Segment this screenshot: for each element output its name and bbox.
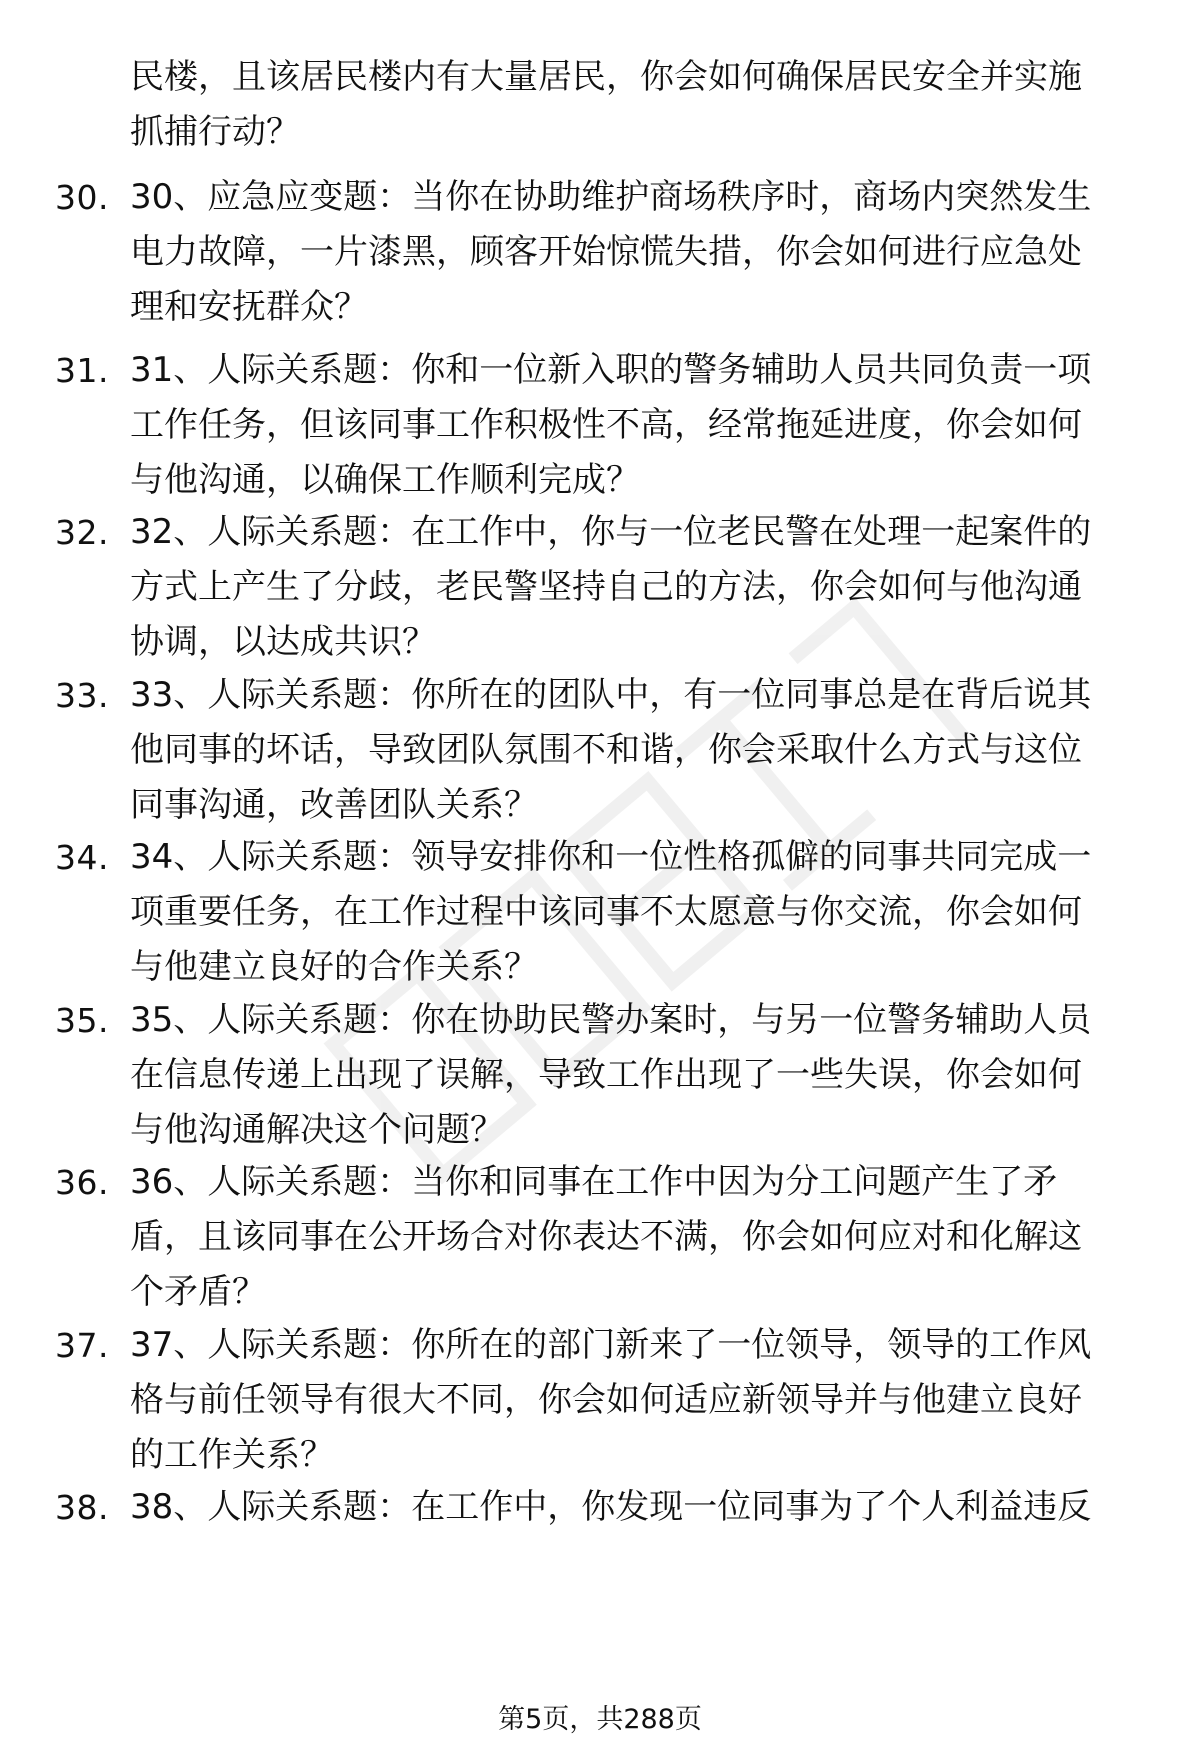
list-number: 32. bbox=[55, 513, 109, 552]
text-line: 38、人际关系题：在工作中，你发现一位同事为了个人利益违反 bbox=[130, 1487, 1092, 1527]
text-line: 36、人际关系题：当你和同事在工作中因为分工问题产生了矛 bbox=[130, 1162, 1058, 1202]
text-line: 理和安抚群众？ bbox=[130, 287, 368, 327]
text-line: 抓捕行动？ bbox=[130, 112, 300, 152]
list-number: 34. bbox=[55, 838, 109, 877]
list-number: 38. bbox=[55, 1488, 109, 1527]
list-number: 30. bbox=[55, 178, 109, 217]
text-line: 34、人际关系题：领导安排你和一位性格孤僻的同事共同完成一 bbox=[130, 837, 1092, 877]
text-line: 电力故障，一片漆黑，顾客开始惊慌失措，你会如何进行应急处 bbox=[130, 232, 1082, 272]
text-line: 与他建立良好的合作关系？ bbox=[130, 947, 538, 987]
text-line: 与他沟通，以确保工作顺利完成？ bbox=[130, 460, 640, 500]
list-number: 31. bbox=[55, 351, 109, 390]
text-line: 项重要任务，在工作过程中该同事不太愿意与你交流，你会如何 bbox=[130, 892, 1082, 932]
text-line: 在信息传递上出现了误解，导致工作出现了一些失误，你会如何 bbox=[130, 1055, 1082, 1095]
page-footer: 第5页，共288页 bbox=[498, 1704, 702, 1735]
list-number: 35. bbox=[55, 1001, 109, 1040]
list-item-text bbox=[130, 1318, 1140, 1483]
text-line: 的工作关系？ bbox=[130, 1435, 334, 1475]
text-line: 方式上产生了分歧，老民警坚持自己的方法，你会如何与他沟通 bbox=[130, 567, 1082, 607]
text-line: 他同事的坏话，导致团队氛围不和谐，你会采取什么方式与这位 bbox=[130, 730, 1082, 770]
list-item-text bbox=[130, 830, 1140, 995]
list-item-text bbox=[130, 1155, 1140, 1320]
text-line: 37、人际关系题：你所在的部门新来了一位领导，领导的工作风 bbox=[130, 1325, 1092, 1365]
list-item-text bbox=[130, 170, 1140, 335]
text-line: 个矛盾？ bbox=[130, 1272, 266, 1312]
text-line: 民楼，且该居民楼内有大量居民，你会如何确保居民安全并实施 bbox=[130, 57, 1082, 97]
text-line: 与他沟通解决这个问题？ bbox=[130, 1110, 504, 1150]
continuation-text bbox=[130, 50, 1140, 160]
text-line: 32、人际关系题：在工作中，你与一位老民警在处理一起案件的 bbox=[130, 512, 1092, 552]
list-item-text bbox=[130, 343, 1140, 508]
text-line: 33、人际关系题：你所在的团队中，有一位同事总是在背后说其 bbox=[130, 675, 1092, 715]
text-line: 35、人际关系题：你在协助民警办案时，与另一位警务辅助人员 bbox=[130, 1000, 1092, 1040]
list-item-text bbox=[130, 993, 1140, 1158]
text-line: 同事沟通，改善团队关系？ bbox=[130, 785, 538, 825]
list-number: 37. bbox=[55, 1326, 109, 1365]
list-number: 33. bbox=[55, 676, 109, 715]
list-item-text bbox=[130, 1480, 1140, 1535]
text-line: 盾，且该同事在公开场合对你表达不满，你会如何应对和化解这 bbox=[130, 1217, 1082, 1257]
text-line: 31、人际关系题：你和一位新入职的警务辅助人员共同负责一项 bbox=[130, 350, 1092, 390]
list-item-text bbox=[130, 505, 1140, 670]
text-line: 30、应急应变题：当你在协助维护商场秩序时，商场内突然发生 bbox=[130, 177, 1092, 217]
list-item-text bbox=[130, 668, 1140, 833]
text-line: 格与前任领导有很大不同，你会如何适应新领导并与他建立良好 bbox=[130, 1380, 1082, 1420]
text-line: 协调，以达成共识？ bbox=[130, 622, 436, 662]
list-number: 36. bbox=[55, 1163, 109, 1202]
text-line: 工作任务，但该同事工作积极性不高，经常拖延进度，你会如何 bbox=[130, 405, 1082, 445]
